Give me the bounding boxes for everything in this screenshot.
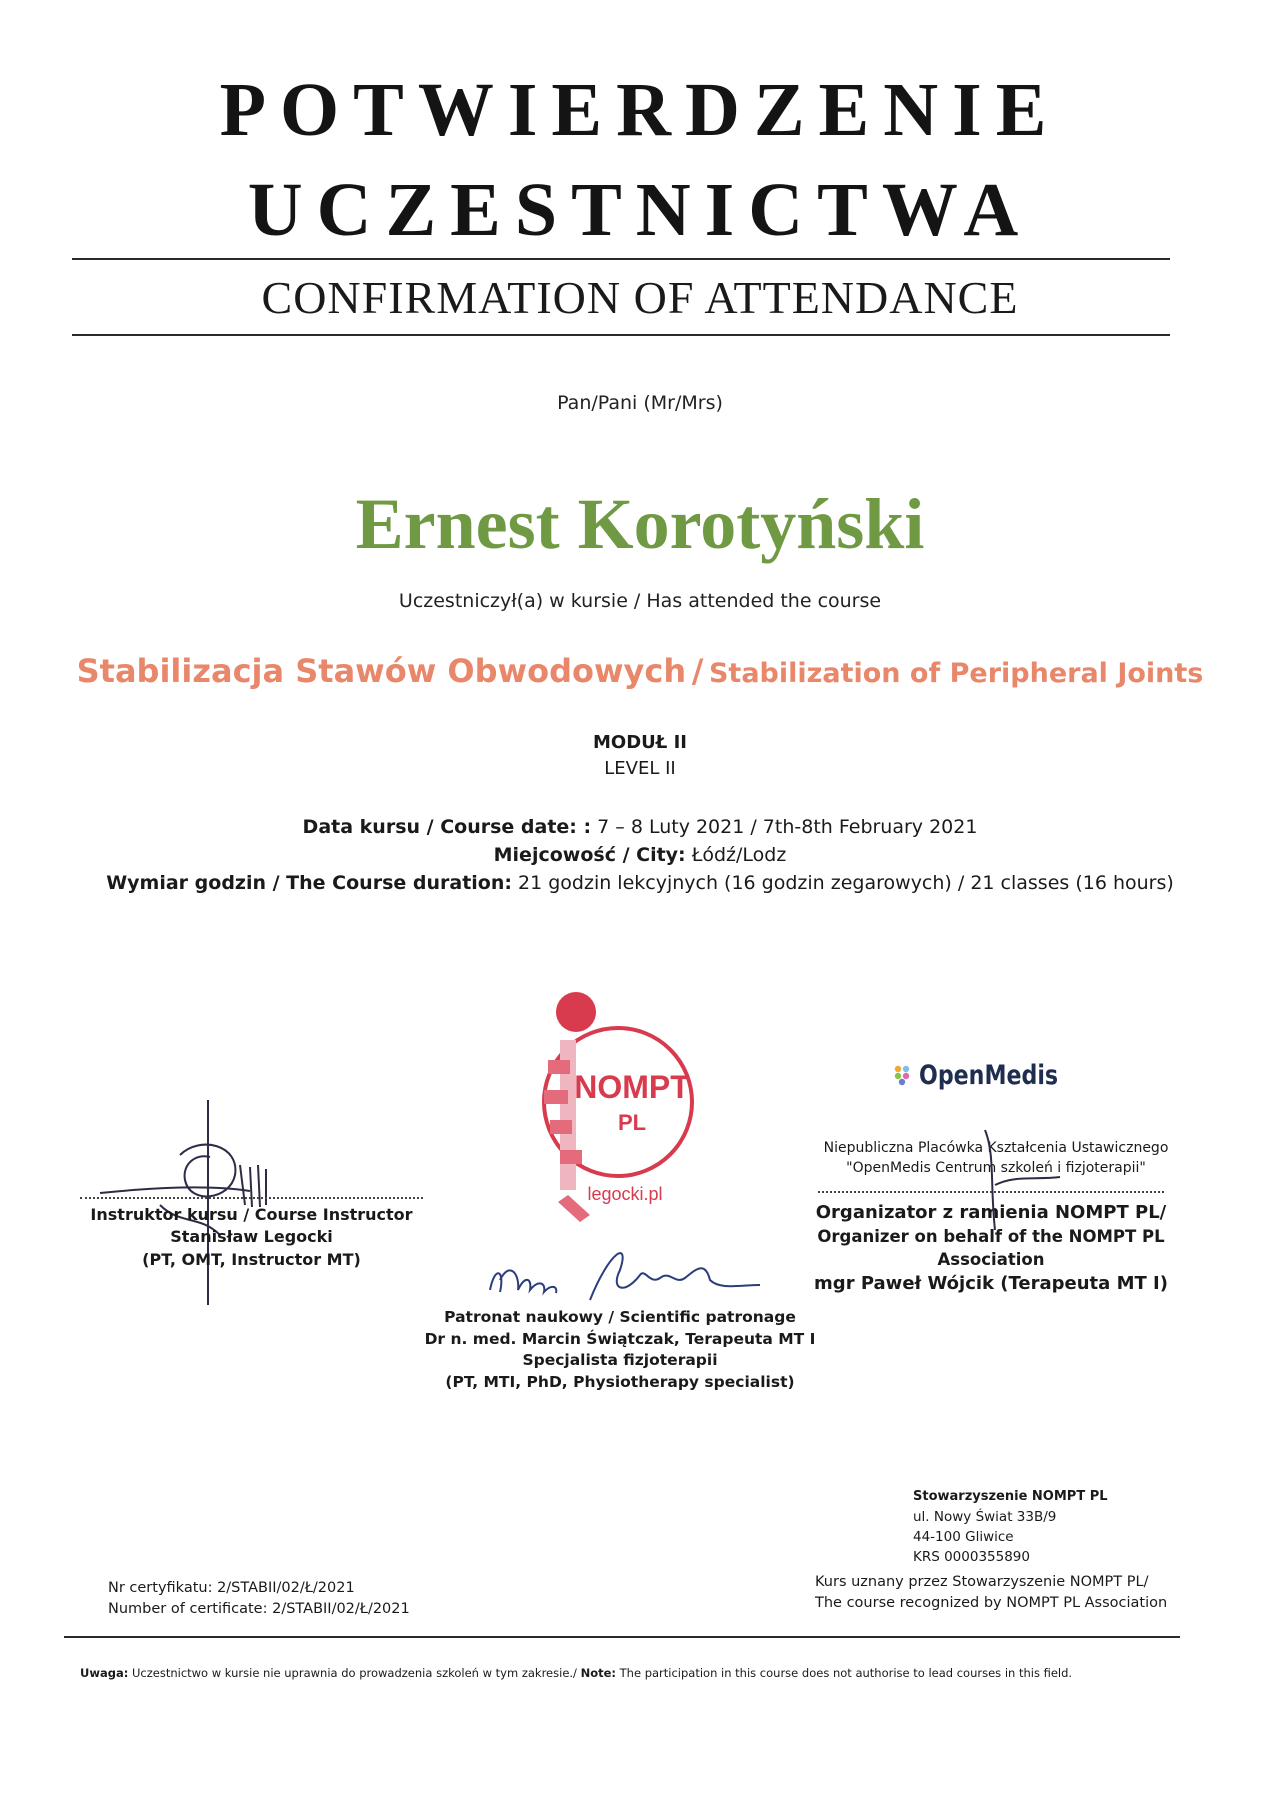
- course-name-en: Stabilization of Peripheral Joints: [708, 658, 1204, 689]
- note-text-pl: Uczestnictwo w kursie nie uprawnia do prowadzenia szkoleń w tym zakresie./: [128, 1666, 581, 1680]
- certificate-number-en: Number of certificate: 2/STABII/02/Ł/2021: [108, 1601, 410, 1618]
- instructor-signature-line: [80, 1197, 423, 1199]
- recognition-en: The course recognized by NOMPT PL Association: [815, 1595, 1168, 1612]
- course-duration-value: 21 godzin lekcyjnych (16 godzin zegarowych) / 21 classes (16 hours): [511, 872, 1174, 894]
- course-name-pl: Stabilizacja Stawów Obwodowych: [76, 652, 687, 690]
- note-label-pl: Uwaga:: [80, 1666, 129, 1680]
- salutation: Pan/Pani (Mr/Mrs): [557, 392, 723, 414]
- course-duration: [0, 874, 1280, 893]
- patronage-block: [380, 1307, 860, 1394]
- header-rule-bottom: [72, 334, 1170, 336]
- title-polish-line1: POTWIERDZENIE: [219, 68, 1061, 152]
- nompt-logo-text: NOMPT: [574, 1069, 690, 1105]
- organizer-name: mgr Paweł Wójcik (Terapeuta MT I): [814, 1273, 1168, 1295]
- organizer-signature-icon: [975, 1125, 1065, 1235]
- openmedis-logo: [893, 1058, 1089, 1092]
- organizer-institution-line2: "OpenMedis Centrum szkoleń i fizjoterapii": [846, 1160, 1146, 1177]
- association-address: [913, 1487, 1173, 1567]
- attended-text: Uczestniczył(a) w kursie / Has attended the course: [398, 590, 882, 612]
- association-krs: KRS 0000355890: [913, 1549, 1030, 1565]
- note-label-en: Note:: [580, 1666, 616, 1680]
- instructor-block: [80, 1204, 423, 1271]
- header-rule-top: [72, 258, 1170, 260]
- nompt-logo-icon: [520, 990, 720, 1250]
- course-separator: /: [691, 652, 704, 690]
- instructor-name: Stanisław Legocki: [170, 1227, 333, 1247]
- footer-rule: [64, 1636, 1180, 1638]
- organizer-role-line2: Organizer on behalf of the NOMPT PL: [817, 1227, 1165, 1247]
- course-date-value: 7 – 8 Luty 2021 / 7th-8th February 2021: [591, 816, 978, 838]
- patronage-credentials: (PT, MTI, PhD, Physiotherapy specialist): [445, 1373, 795, 1392]
- course-city: [0, 846, 1280, 865]
- course-duration-label: Wymiar godzin / The Course duration:: [106, 872, 512, 894]
- patron-signature-icon: [470, 1230, 770, 1310]
- module-label: MODUŁ II: [593, 732, 687, 753]
- patronage-role: Patronat naukowy / Scientific patronage: [444, 1308, 796, 1326]
- patronage-title: Specjalista fizjoterapii: [522, 1351, 718, 1370]
- organizer-role-line1: Organizator z ramienia NOMPT PL/: [815, 1202, 1167, 1223]
- nompt-logo-sub: PL: [617, 1110, 647, 1135]
- course-recognition: [815, 1572, 1185, 1614]
- certificate-number: [108, 1578, 508, 1620]
- recipient-name: Ernest Korotyński: [355, 484, 925, 564]
- recognition-pl: Kurs uznany przez Stowarzyszenie NOMPT PL/: [815, 1574, 1149, 1590]
- title-polish-line2: UCZESTNICTWA: [247, 168, 1033, 252]
- instructor-role: Instruktor kursu / Course Instructor: [90, 1205, 413, 1224]
- organizer-role-line3: Association: [937, 1250, 1045, 1270]
- patronage-name: Dr n. med. Marcin Świątczak, Terapeuta MT I: [424, 1329, 816, 1348]
- organizer-institution-line1: Niepubliczna Placówka Kształcenia Ustawicznego: [823, 1140, 1169, 1156]
- openmedis-dots-icon: [893, 1064, 915, 1086]
- course-title: [0, 652, 1280, 690]
- footer-note: [80, 1666, 1200, 1680]
- instructor-credentials: (PT, OMT, Instructor MT): [142, 1249, 361, 1269]
- nompt-logo-url: legocki.pl: [587, 1184, 663, 1204]
- certificate-number-pl: Nr certyfikatu: 2/STABII/02/Ł/2021: [108, 1580, 355, 1596]
- openmedis-brand: OpenMedis: [919, 1059, 1059, 1091]
- title-english: CONFIRMATION OF ATTENDANCE: [261, 272, 1019, 323]
- instructor-signature-icon: [100, 1095, 340, 1310]
- course-city-value: Łódź/Lodz: [685, 844, 787, 866]
- association-name: Stowarzyszenie NOMPT PL: [913, 1489, 1108, 1504]
- course-city-label: Miejcowość / City:: [493, 844, 686, 866]
- course-date-label: Data kursu / Course date: :: [302, 816, 592, 838]
- note-text-en: The participation in this course does not authorise to lead courses in this field.: [616, 1666, 1073, 1680]
- association-street: ul. Nowy Świat 33B/9: [913, 1508, 1057, 1525]
- level-label: LEVEL II: [604, 758, 676, 779]
- association-city: 44-100 Gliwice: [913, 1528, 1014, 1545]
- course-date: [0, 818, 1280, 837]
